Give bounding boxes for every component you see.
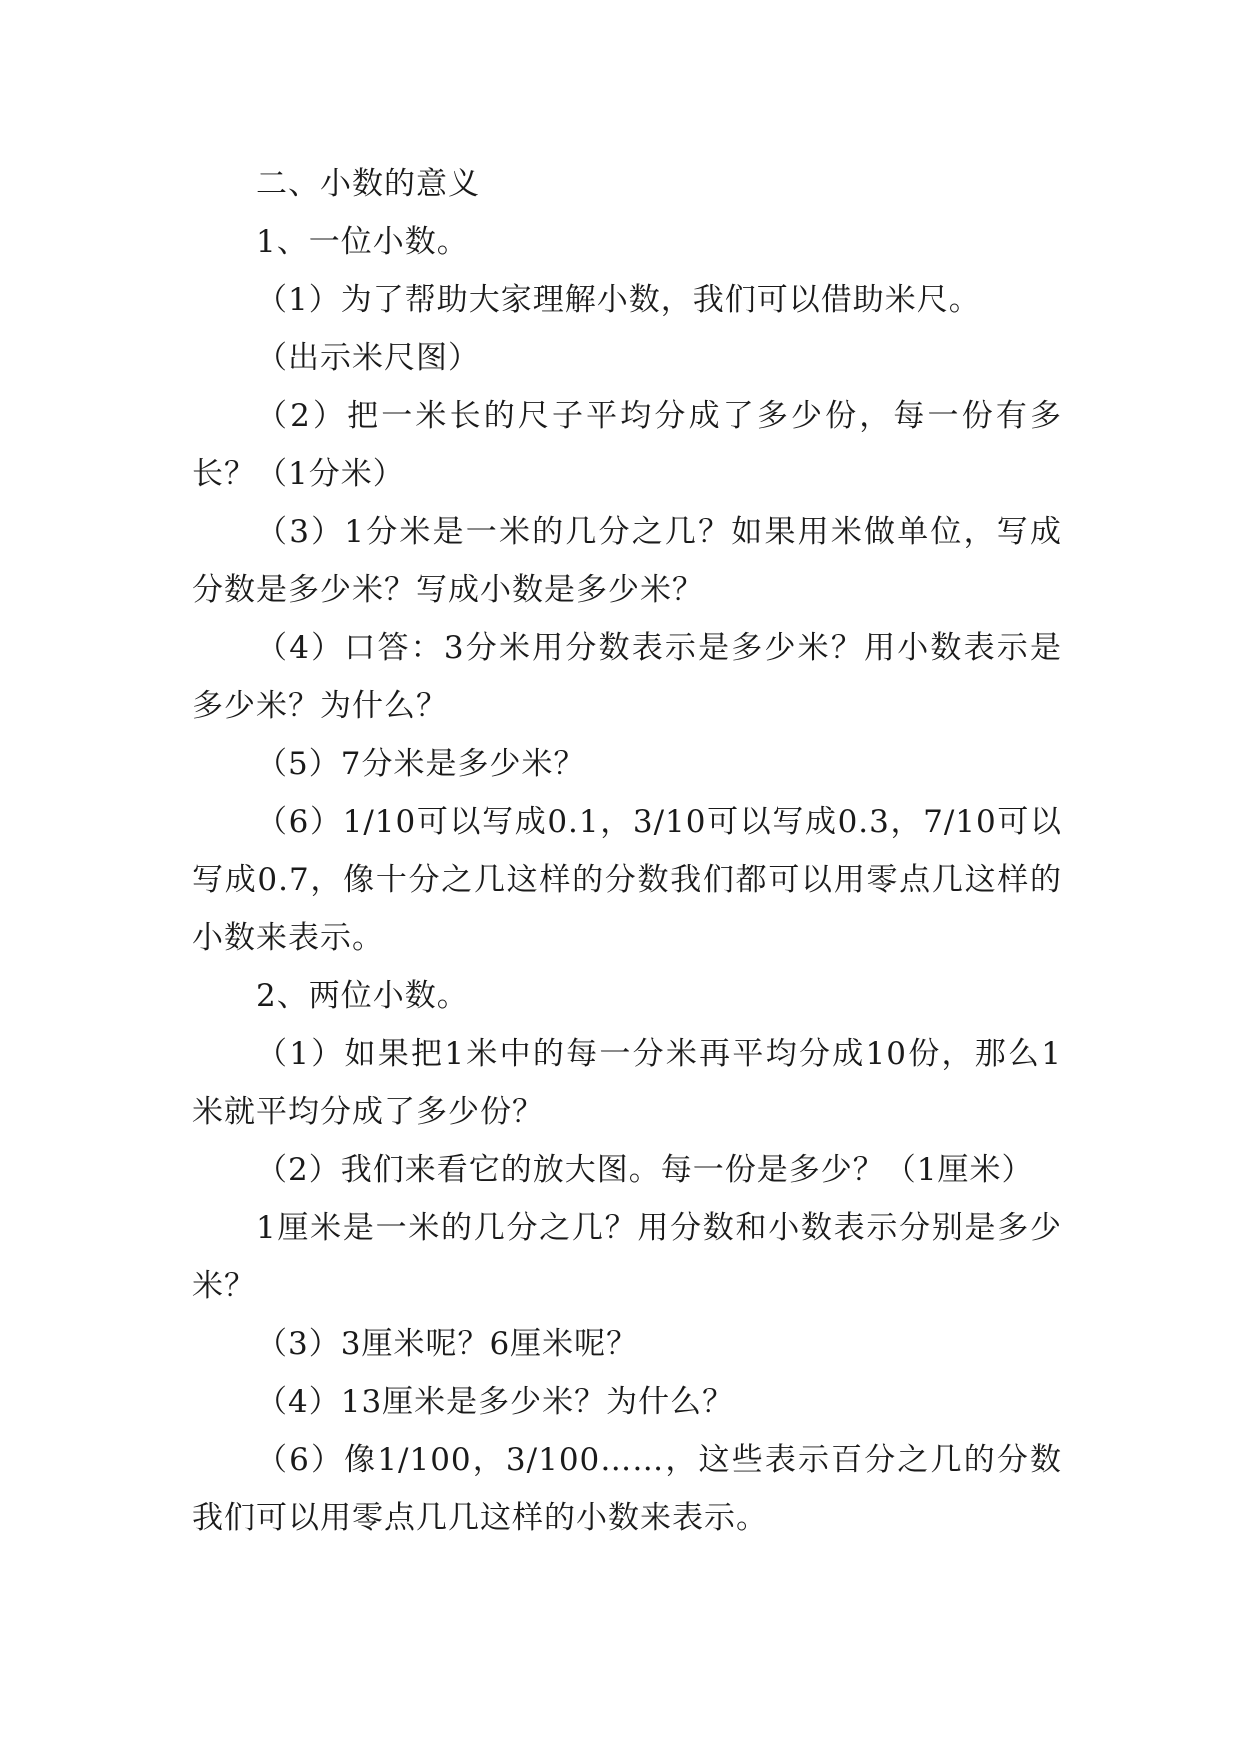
paragraph: （出示米尺图） <box>256 340 480 376</box>
paragraph: （4）口答：3分米用分数表示是多少米？用小数表示是多少米？为什么？ <box>192 630 1062 724</box>
paragraph: （1）为了帮助大家理解小数，我们可以借助米尺。 <box>256 282 981 318</box>
paragraph: 1厘米是一米的几分之几？用分数和小数表示分别是多少米？ <box>192 1210 1062 1304</box>
paragraph: （2）我们来看它的放大图。每一份是多少？（1厘米） <box>256 1152 1034 1188</box>
section-heading: 二、小数的意义 <box>256 166 480 202</box>
subsection-heading-two-decimal: 2、两位小数。 <box>256 978 469 1014</box>
paragraph: （6）像1/100，3/100……，这些表示百分之几的分数我们可以用零点几几这样的小数来表示。 <box>192 1442 1062 1536</box>
paragraph: （6）1/10可以写成0.1，3/10可以写成0.3，7/10可以写成0.7，像十分之几这样的分数我们都可以用零点几这样的小数来表示。 <box>192 804 1062 956</box>
paragraph: （3）3厘米呢？6厘米呢？ <box>256 1326 639 1362</box>
paragraph: （2）把一米长的尺子平均分成了多少份，每一份有多长？（1分米） <box>192 398 1062 492</box>
paragraph: （1）如果把1米中的每一分米再平均分成10份，那么1米就平均分成了多少份？ <box>192 1036 1062 1130</box>
paragraph: （3）1分米是一米的几分之几？如果用米做单位，写成分数是多少米？写成小数是多少米？ <box>192 514 1062 608</box>
paragraph: （5）7分米是多少米？ <box>256 746 586 782</box>
document-body <box>192 155 1062 1547</box>
subsection-heading-one-decimal: 1、一位小数。 <box>256 224 469 260</box>
paragraph: （4）13厘米是多少米？为什么？ <box>256 1384 735 1420</box>
